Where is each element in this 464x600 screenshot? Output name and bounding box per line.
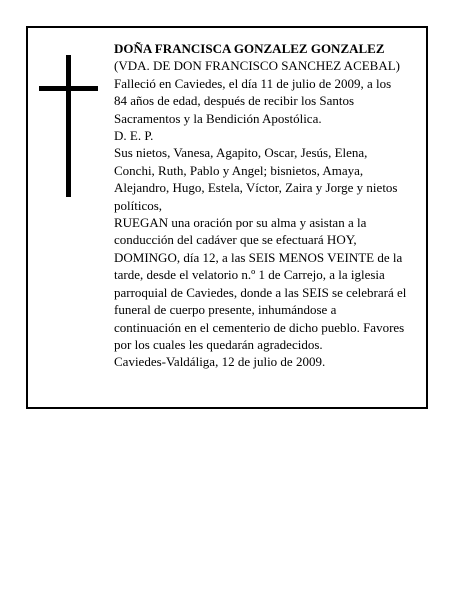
body-line: por los cuales les quedarán agradecidos. [114, 336, 323, 352]
obituary-notice [26, 26, 428, 409]
body-line: Falleció en Caviedes, el día 11 de julio de 2009, a los [114, 75, 392, 91]
deceased-name: DOÑA FRANCISCA GONZALEZ GONZALEZ [114, 41, 385, 56]
body-line: Conchi, Ruth, Pablo y Angel; bisnietos, Amaya, [114, 162, 364, 178]
place-date-line: Caviedes-Valdáliga, 12 de julio de 2009. [114, 354, 326, 370]
obituary-text [114, 40, 430, 371]
body-line: Sacramentos y la Bendición Apostólica. [114, 110, 322, 126]
body-line: RUEGAN una oración por su alma y asistan a la [114, 215, 367, 231]
body-line: 84 años de edad, después de recibir los Santos [114, 93, 355, 109]
cross-horizontal-bar [39, 86, 98, 91]
cross-vertical-bar [66, 55, 71, 197]
body-line: políticos, [114, 197, 163, 213]
rip-line: D. E. P. [114, 128, 154, 144]
body-line: tarde, desde el velatorio n.º 1 de Carrejo, a la iglesia [114, 267, 385, 283]
body-line: DOMINGO, día 12, a las SEIS MENOS VEINTE de la [114, 249, 403, 265]
body-line: continuación en el cementerio de dicho pueblo. Favores [114, 319, 405, 335]
body-line: conducción del cadáver que se efectuará HOY, [114, 232, 357, 248]
body-line: parroquial de Caviedes, donde a las SEIS se celebrará el [114, 284, 407, 300]
body-line: Sus nietos, Vanesa, Agapito, Oscar, Jesús, Elena, [114, 145, 368, 161]
widow-of-line: (VDA. DE DON FRANCISCO SANCHEZ ACEBAL) [114, 58, 401, 74]
body-line: Alejandro, Hugo, Estela, Víctor, Zaira y Jorge y nietos [114, 180, 398, 196]
body-line: funeral de cuerpo presente, inhumándose a [114, 302, 337, 318]
